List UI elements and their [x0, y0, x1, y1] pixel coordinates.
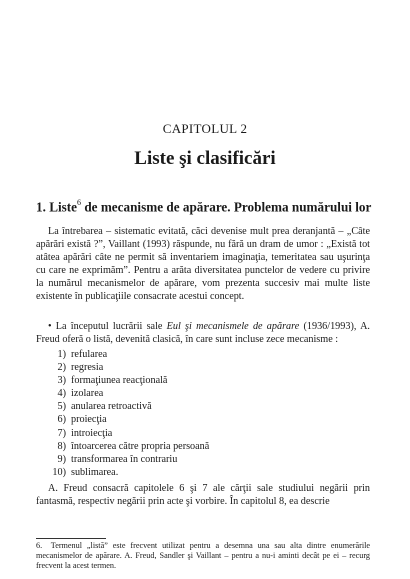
- list-item: [50, 348, 209, 361]
- list-item-text: izolarea: [71, 388, 104, 400]
- footnote-number: 6.: [36, 541, 43, 550]
- list-item: [50, 453, 209, 466]
- list-item-number: 9): [57, 453, 66, 465]
- list-item: [50, 374, 209, 387]
- section-heading-start: 1. Liste: [36, 199, 78, 215]
- list-item: [50, 427, 209, 440]
- section-heading-end: de mecanisme de apărare. Problema numărului lor: [81, 199, 372, 215]
- list-item-number: 4): [57, 388, 66, 400]
- list-item-text: întoarcerea către propria persoană: [71, 440, 210, 452]
- list-item-text: proiecţia: [71, 414, 107, 426]
- footnote-text: Termenul „listă” este frecvent utilizat pentru a desemna una sau alta dintre enumerările mecanismelor de apărare. A. Freud, Sandler şi Vaillant – pentru a nu-i aminti decât pe ei – recurg frecvent la acest termen.: [36, 541, 370, 571]
- list-item-text: formaţiunea reacţională: [71, 375, 168, 387]
- footnote-divider: [36, 538, 106, 539]
- defense-mechanisms-list: [50, 348, 209, 479]
- list-item: [50, 413, 209, 426]
- closing-paragraph-text: A. Freud consacră capitolele 6 şi 7 ale cărţii sale studiului negării prin fantasmă, respectiv negării prin acte şi vorbire. În capitolul 8, ea descrie: [36, 483, 370, 507]
- freud-list-intro-start: • La începutul lucrării sale: [48, 321, 167, 332]
- intro-paragraph: [36, 226, 370, 303]
- footnote: [36, 541, 370, 572]
- list-item-number: 8): [57, 440, 66, 452]
- chapter-title: Liste şi clasificări: [134, 148, 276, 169]
- list-item: [50, 400, 209, 413]
- list-item-number: 5): [57, 401, 66, 413]
- list-item: [50, 387, 209, 400]
- list-item: [50, 440, 209, 453]
- list-item-text: sublimarea.: [71, 466, 119, 478]
- list-item-text: transformarea în contrariu: [71, 453, 178, 465]
- intro-paragraph-text: La întrebarea – sistematic evitată, căci devenise mult prea deranjantă – „Câte apărări există ?”, Vaillant (1993) răspunde, nu fără un dram de umor : „Există tot atâtea apărări câte ne permit să inventariem imaginaţia, temeritatea sau uşurinţa cu care ne exprimăm”. Pentru a arăta diversitatea punctelor de vedere cu privire la numărul mecanismelor de apărare, vom prezenta succesiv mai multe liste existente în publicaţiile consacrate acestui concept.: [36, 226, 370, 302]
- list-item: [50, 466, 209, 479]
- list-item-text: refularea: [71, 349, 108, 360]
- list-item-text: introiecţia: [71, 427, 113, 439]
- list-item-number: 10): [52, 466, 66, 478]
- list-item: [50, 361, 209, 374]
- list-item-number: 1): [57, 349, 66, 360]
- footnote-reference: 6: [77, 198, 82, 207]
- list-item-number: 7): [57, 427, 66, 439]
- list-item-number: 6): [57, 414, 66, 426]
- list-item-number: 2): [57, 362, 66, 374]
- chapter-label: CAPITOLUL 2: [162, 121, 248, 136]
- list-item-number: 3): [57, 375, 66, 387]
- closing-paragraph: [36, 483, 370, 509]
- freud-list-intro-paragraph: [36, 321, 370, 347]
- section-heading: [36, 199, 381, 215]
- list-item-text: regresia: [71, 362, 104, 374]
- freud-list-intro-end: (1936/1993), A. Freud oferă o listă, devenită clasică, în care sunt incluse zece mecanisme :: [36, 321, 370, 345]
- list-item-text: anularea retroactivă: [71, 401, 152, 413]
- book-title: Eul şi mecanismele de apărare: [166, 321, 300, 332]
